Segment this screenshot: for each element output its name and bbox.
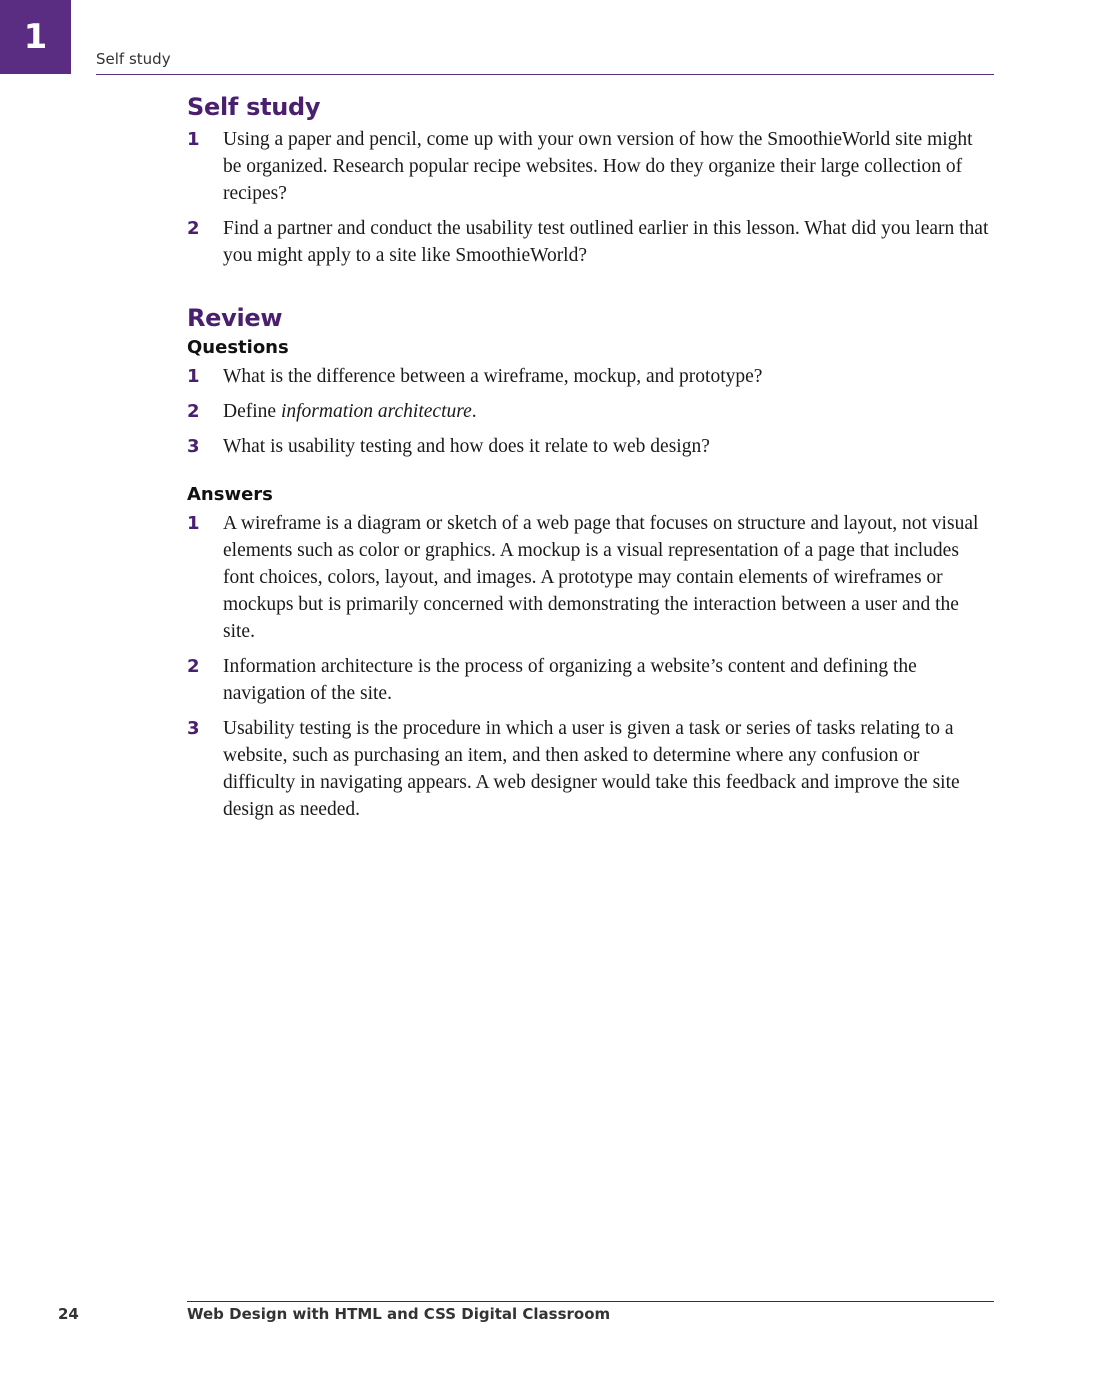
answers-list [187,510,993,823]
footer-divider [187,1301,994,1302]
item-number: 2 [187,401,200,422]
item-text-after: . [471,401,477,422]
item-number: 3 [187,718,200,739]
item-text: What is the difference between a wireframe, mockup, and prototype? [223,366,763,387]
item-text: Information architecture is the process of organizing a website’s content and defining the navigation of the site. [223,656,917,704]
self-study-heading: Self study [187,93,321,121]
item-text: A wireframe is a diagram or sketch of a web page that focuses on structure and layout, not visual elements such as color or graphics. A mockup is a visual representation of a page that includes font choices, colors, layout, and images. A prototype may contain elements of wireframes or mockups but is primarily concerned with demonstrating the interaction between a user and the site. [223,513,979,642]
item-number: 1 [187,513,200,534]
item-text: What is usability testing and how does it relate to web design? [223,436,710,457]
book-title: Web Design with HTML and CSS Digital Classroom [187,1305,611,1323]
review-heading: Review [187,304,283,332]
list-item [187,510,993,645]
item-text-before: Define [223,401,281,422]
item-number: 1 [187,129,200,150]
item-number: 2 [187,218,200,239]
item-text: Using a paper and pencil, come up with your own version of how the SmoothieWorld site might be organized. Research popular recipe websites. How do they organize their large collection of recipes? [223,129,973,204]
answers-heading: Answers [187,484,273,505]
header-divider [96,74,994,75]
running-head: Self study [96,50,171,68]
page-content [187,90,993,831]
item-text: Usability testing is the procedure in which a user is given a task or series of tasks relating to a website, such as purchasing an item, and then asked to determine where any confusion or difficulty in navigating appears. A web designer would take this feedback and improve the site design as needed. [223,718,960,820]
item-number: 1 [187,366,200,387]
questions-heading: Questions [187,337,289,358]
chapter-number-tab [0,0,71,74]
item-text-italic: information architecture [280,401,472,422]
item-number: 2 [187,656,200,677]
list-item [187,398,993,425]
list-item [187,433,993,460]
self-study-list [187,126,993,269]
list-item [187,653,993,707]
list-item [187,126,993,207]
page-number: 24 [58,1305,79,1323]
item-number: 3 [187,436,200,457]
chapter-number: 1 [23,17,48,57]
item-text: Find a partner and conduct the usability test outlined earlier in this lesson. What did you learn that you might apply to a site like SmoothieWorld? [223,218,989,266]
list-item [187,715,993,823]
list-item [187,215,993,269]
questions-list [187,363,993,460]
list-item [187,363,993,390]
